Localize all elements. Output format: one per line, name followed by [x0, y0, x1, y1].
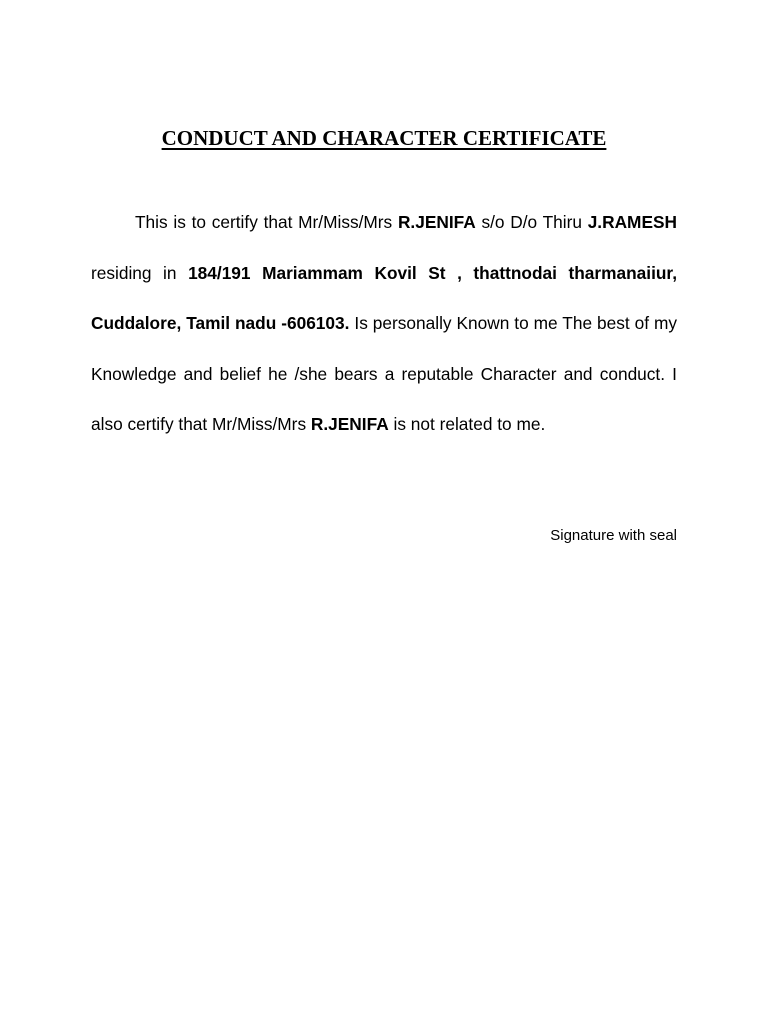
- student-name: R.JENIFA: [397, 212, 476, 232]
- guardian-name: J.RAMESH: [587, 212, 677, 232]
- body-text-segment: is not related to me.: [388, 414, 546, 434]
- body-text-segment: s/o D/o Thiru: [475, 212, 588, 232]
- certificate-title: CONDUCT AND CHARACTER CERTIFICATE: [161, 126, 607, 150]
- student-name-repeat: R.JENIFA: [310, 414, 389, 434]
- residence-address: 184/191 Mariammam Kovil St , thattnodai tharmanaiiur, Cuddalore, Tamil nadu -606103.: [91, 262, 677, 333]
- body-text-segment: Is personally Known to me The best of my Knowledge and belief he /she bears a reputable Character and conduct. I also certify that Mr/Miss/Mrs: [91, 313, 678, 434]
- body-text-segment: residing in: [91, 262, 189, 283]
- signature-label: Signature with seal: [550, 527, 677, 544]
- body-text-segment: This is to certify that Mr/Miss/Mrs: [135, 212, 398, 232]
- certificate-body: [91, 197, 677, 450]
